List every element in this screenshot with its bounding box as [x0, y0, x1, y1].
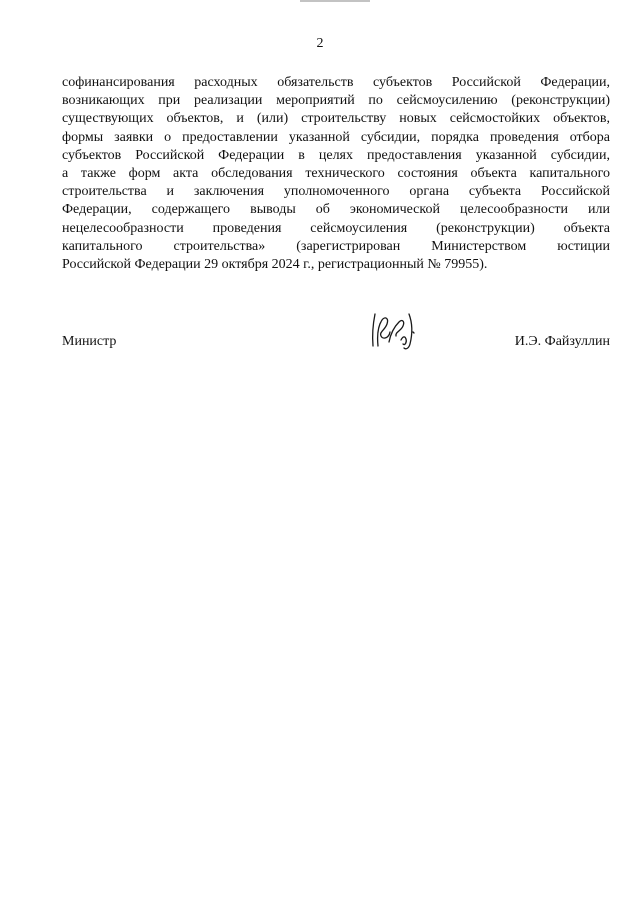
text-line-last: Российской Федерации 29 октября 2024 г., регистрационный № 79955).	[62, 256, 488, 272]
text-line: субъектов Российской Федерации в целях предоставления указанной субсидии,	[62, 147, 610, 163]
signer-name: И.Э. Файзуллин	[514, 334, 610, 349]
scan-artifact	[300, 0, 370, 2]
signer-position: Министр	[62, 334, 117, 349]
text-line: нецелесообразности проведения сейсмоусиления (реконструкции) объекта	[62, 220, 610, 236]
text-line: Федерации, содержащего выводы об экономической целесообразности или	[62, 202, 610, 218]
body-paragraph	[62, 74, 610, 274]
text-line: строительства и заключения уполномоченного органа субъекта Российской	[62, 184, 610, 200]
text-line: формы заявки о предоставлении указанной субсидии, порядка проведения отбора	[62, 129, 610, 145]
page-number: 2	[316, 36, 324, 51]
text-line: капитального строительства» (зарегистрирован Министерством юстиции	[62, 238, 610, 254]
handwritten-signature	[365, 302, 425, 352]
text-line: существующих объектов, и (или) строительству новых сейсмостойких объектов,	[62, 111, 610, 127]
text-line: возникающих при реализации мероприятий по сейсмоусилению (реконструкции)	[62, 93, 610, 109]
text-line: софинансирования расходных обязательств субъектов Российской Федерации,	[62, 75, 610, 90]
signature-block	[62, 330, 610, 354]
text-line: а также форм акта обследования технического состояния объекта капитального	[62, 165, 610, 181]
